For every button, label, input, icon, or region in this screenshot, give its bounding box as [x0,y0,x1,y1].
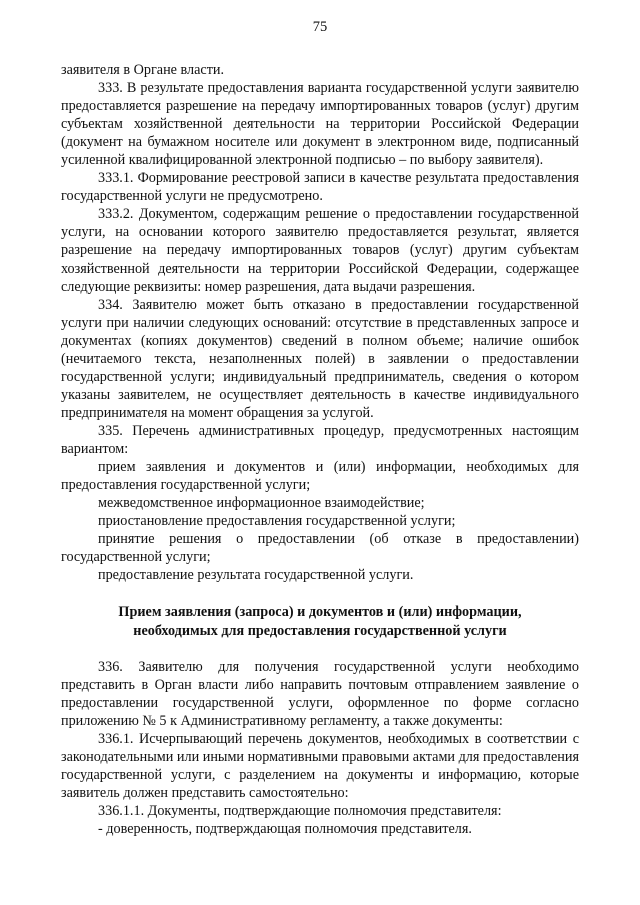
paragraph-333-2: 333.2. Документом, содержащим решение о предоставлении государственной услуги, на основании которого заявителю предоставляется результат, является разрешение на передачу импортированных товаров (услуг) другим субъектам хозяйственной деятельности на территории Российской Федерации, содержащее следующие реквизиты: номер разрешения, дата выдачи разрешения. [61,206,579,295]
section-heading-line-2: необходимых для предоставления государственной услуги [133,622,507,639]
paragraph-333-1: 333.1. Формирование реестровой записи в качестве результата предоставления государственной услуги не предусмотрено. [61,170,579,205]
paragraph-336-1: 336.1. Исчерпывающий перечень документов, необходимых в соответствии с законодательными или иными нормативными правовыми актами для предоставления государственной услуги, с разделением на документы и информацию, которые заявитель должен представить самостоятельно: [61,730,579,802]
document-body [61,61,579,838]
paragraph-335: 335. Перечень административных процедур, предусмотренных настоящим вариантом: [61,422,579,457]
page-number: 75 [312,19,328,35]
procedure-item-decision: принятие решения о предоставлении (об отказе в предоставлении) государственной услуги; [61,531,579,566]
procedure-item-suspension: приостановление предоставления государственной услуги; [98,513,456,530]
paragraph-continuation: заявителя в Органе власти. [61,62,225,78]
procedure-item-result: предоставление результата государственной услуги. [98,567,414,584]
section-heading [61,603,579,639]
paragraph-333: 333. В результате предоставления варианта государственной услуги заявителю предоставляется разрешение на передачу импортированных товаров (услуг) другим субъектам хозяйственной деятельности на территории Российской Федерации (документ на бумажном носителе или документ в электронном виде, подписанный усиленной квалифицированной электронной подписью – по выбору заявителя). [61,80,579,169]
paragraph-336: 336. Заявителю для получения государственной услуги необходимо представить в Орган власти либо направить почтовым отправлением заявление о предоставлении государственной услуги, оформленное по форме согласно приложению № 5 к Административному регламенту, а также документы: [61,658,579,729]
paragraph-336-1-1: 336.1.1. Документы, подтверждающие полномочия представителя: [98,803,502,820]
procedure-item-interaction: межведомственное информационное взаимодействие; [98,495,425,512]
paragraph-334: 334. Заявителю может быть отказано в предоставлении государственной услуги при наличии следующих оснований: отсутствие в представленных запросе и документах (копиях документов) сведений в полном объеме; наличие ошибок (нечитаемого текста, незаполненных полей) в заявлении о предоставлении государственной услуги; индивидуальный предприниматель, сведения о котором указаны заявителем, не осуществляет деятельность в качестве индивидуального предпринимателя на момент обращения за услугой. [61,296,579,421]
procedure-item-reception: прием заявления и документов и (или) информации, необходимых для предоставления государственной услуги; [61,459,579,494]
list-item-power-of-attorney: - доверенность, подтверждающая полномочия представителя. [98,821,472,838]
section-heading-line-1: Прием заявления (запроса) и документов и (или) информации, [118,604,522,621]
